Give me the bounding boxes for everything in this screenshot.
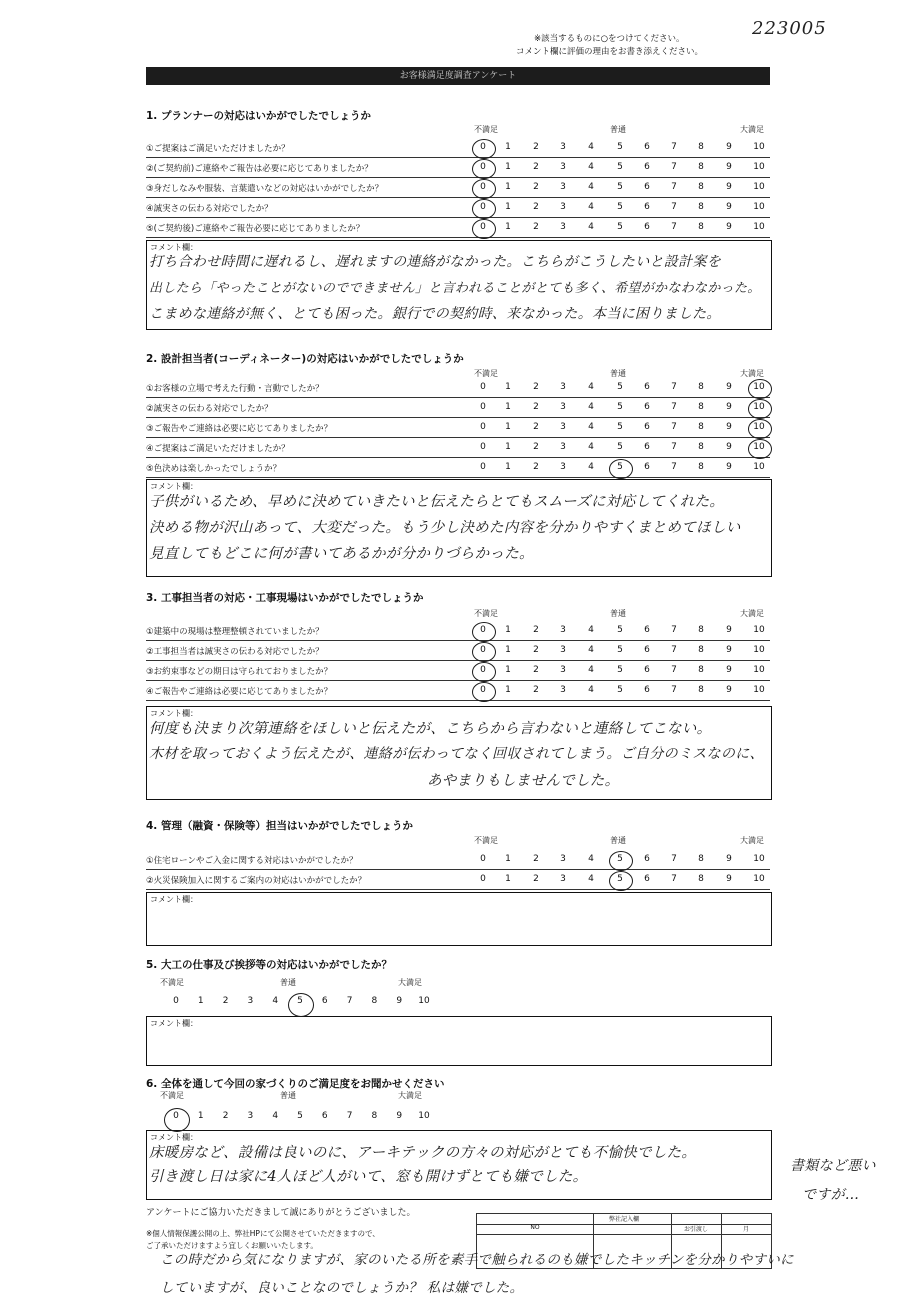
rating-option-3[interactable]: 3 [560,202,566,212]
rating-option-6[interactable]: 6 [644,402,650,412]
survey-title-bar: お客様満足度調査アンケート [146,67,770,85]
rating-option-3[interactable]: 3 [560,182,566,192]
comment-label: コメント欄： [150,1019,198,1028]
question-text: ②火災保険加入に関するご案内の対応はいかがでしたか？ [146,876,367,886]
rating-option-9[interactable]: 9 [726,685,732,695]
rating-option-0[interactable]: 0 [480,382,486,392]
rating-option-0[interactable]: 0 [480,222,486,232]
rating-option-2[interactable]: 2 [533,382,539,392]
rating-option-8[interactable]: 8 [698,382,704,392]
rating-option-10[interactable]: 10 [753,854,765,864]
question-text: ②工事担当者は誠実さの伝わる対応でしたか？ [146,647,324,657]
rating-option-4[interactable]: 4 [588,422,594,432]
rating-option-3[interactable]: 3 [560,685,566,695]
rating-option-4[interactable]: 4 [588,402,594,412]
rating-option-8[interactable]: 8 [371,996,378,1006]
rating-option-4[interactable]: 4 [588,222,594,232]
rating-option-2[interactable]: 2 [533,142,539,152]
answer-circle [472,219,496,239]
rating-option-9[interactable]: 9 [726,142,732,152]
scale-high-label: 大満足 [740,369,764,378]
rating-option-0[interactable]: 0 [480,402,486,412]
answer-circle [472,199,496,219]
rating-option-7[interactable]: 7 [346,1111,353,1121]
rating-option-5[interactable]: 5 [617,162,623,172]
rating-option-0[interactable]: 0 [480,462,486,472]
question-text: ⑤(ご契約後)ご連絡やご報告必要に応じてありましたか？ [146,224,365,234]
rating-option-6[interactable]: 6 [644,625,650,635]
scale-mid-label: 普通 [610,609,626,618]
rating-option-10[interactable]: 10 [753,202,765,212]
handwritten-comment-line: あやまりもしませんでした。 [427,773,620,789]
scale-high-label: 大満足 [398,978,422,987]
rating-option-8[interactable]: 8 [698,854,704,864]
privacy-note-2: ご了承いただけますよう宜しくお願いいたします。 [146,1241,318,1250]
bottom-handwriting-2: していますが、良いことなのでしょうか？ 私は嫌でした。 [160,1280,524,1296]
rating-option-10[interactable]: 10 [753,625,765,635]
answer-circle [609,851,633,871]
question-text: ①お客様の立場で考えた行動・言動でしたか？ [146,384,324,394]
question-text: ④ご提案はご満足いただけましたか？ [146,444,290,454]
rating-option-4[interactable]: 4 [588,202,594,212]
rating-option-8[interactable]: 8 [698,182,704,192]
comment-label: コメント欄： [150,895,198,904]
rating-option-6[interactable]: 6 [321,996,328,1006]
rating-option-7[interactable]: 7 [671,854,677,864]
rating-option-0[interactable]: 0 [480,874,486,884]
answer-circle [472,682,496,702]
rating-option-1[interactable]: 1 [197,1111,204,1121]
rating-option-10[interactable]: 10 [418,1111,430,1121]
rating-option-3[interactable]: 3 [560,462,566,472]
instruction-2: コメント欄に評価の理由をお書き添えください。 [516,47,704,57]
scale-mid-label: 普通 [610,836,626,845]
rating-option-8[interactable]: 8 [698,645,704,655]
rating-option-6[interactable]: 6 [644,462,650,472]
handwritten-comment-line: 何度も決まり次第連絡をほしいと伝えたが、こちらから言わないと連絡してこない。 [149,721,712,737]
handwritten-comment-line: 引き渡し日は家に4人ほど人がいて、窓も開けずとても嫌でした。 [149,1169,588,1185]
rating-option-5[interactable]: 5 [617,625,623,635]
rating-option-4[interactable]: 4 [588,854,594,864]
rating-option-9[interactable]: 9 [726,854,732,864]
comment-label: コメント欄： [150,709,198,718]
answer-circle [748,439,772,459]
rating-option-1[interactable]: 1 [505,382,511,392]
handwritten-comment-line: 打ち合わせ時間に遅れるし、遅れますの連絡がなかった。こちらがこうしたいと設計案を [149,254,721,270]
rating-option-3[interactable]: 3 [560,142,566,152]
scale-mid-label: 普通 [280,978,296,987]
section-1-title: 1. プランナーの対応はいかがでしたでしょうか [146,110,371,122]
rating-option-7[interactable]: 7 [671,645,677,655]
rating-option-1[interactable]: 1 [505,202,511,212]
rating-option-7[interactable]: 7 [671,382,677,392]
question-text: ⑤色決めは楽しかったでしょうか？ [146,464,282,474]
rating-option-9[interactable]: 9 [726,625,732,635]
rating-option-8[interactable]: 8 [698,462,704,472]
rating-option-2[interactable]: 2 [533,665,539,675]
rating-option-3[interactable]: 3 [560,382,566,392]
rating-option-9[interactable]: 9 [396,1111,403,1121]
rating-option-9[interactable]: 9 [726,874,732,884]
rating-option-8[interactable]: 8 [698,442,704,452]
rating-option-3[interactable]: 3 [560,874,566,884]
rating-option-2[interactable]: 2 [533,874,539,884]
rating-option-5[interactable]: 5 [297,1111,303,1121]
comment-label: コメント欄： [150,243,198,252]
rating-option-6[interactable]: 6 [644,202,650,212]
answer-circle [472,179,496,199]
rating-option-4[interactable]: 4 [588,182,594,192]
answer-circle [472,139,496,159]
rating-option-2[interactable]: 2 [533,182,539,192]
rating-option-5[interactable]: 5 [617,665,623,675]
rating-option-8[interactable]: 8 [698,142,704,152]
scale-high-label: 大満足 [398,1091,422,1100]
thanks-text: アンケートにご協力いただきまして誠にありがとうございました。 [146,1208,416,1218]
office-table-col-handover: お引渡し [671,1224,721,1235]
rating-option-6[interactable]: 6 [644,182,650,192]
rating-option-6[interactable]: 6 [644,162,650,172]
rating-option-5[interactable]: 5 [617,685,623,695]
rating-option-3[interactable]: 3 [560,442,566,452]
answer-circle [609,871,633,891]
rating-option-10[interactable]: 10 [753,442,765,452]
rating-option-9[interactable]: 9 [726,202,732,212]
rating-option-3[interactable]: 3 [247,996,254,1006]
rating-option-10[interactable]: 10 [753,645,765,655]
rating-option-0[interactable]: 0 [480,645,486,655]
rating-option-6[interactable]: 6 [644,854,650,864]
section-1-comment-box[interactable] [146,240,772,330]
rating-option-5[interactable]: 5 [617,462,623,472]
scale-mid-label: 普通 [610,369,626,378]
rating-option-10[interactable]: 10 [753,874,765,884]
question-text: ④ご報告やご連絡は必要に応じてありましたか？ [146,687,333,697]
answer-circle [748,419,772,439]
rating-option-8[interactable]: 8 [698,202,704,212]
rating-option-9[interactable]: 9 [726,442,732,452]
section-3-comment-box[interactable] [146,706,772,800]
rating-option-2[interactable]: 2 [533,645,539,655]
rating-option-4[interactable]: 4 [588,142,594,152]
rating-option-7[interactable]: 7 [671,462,677,472]
rating-option-7[interactable]: 7 [346,996,353,1006]
section-5-title: 5. 大工の仕事及び挨拶等の対応はいかがでしたか？ [146,959,392,971]
scale-low-label: 不満足 [160,978,184,987]
rating-option-10[interactable]: 10 [753,402,765,412]
rating-option-1[interactable]: 1 [505,874,511,884]
rating-option-5[interactable]: 5 [617,402,623,412]
rating-option-10[interactable]: 10 [753,142,765,152]
rating-option-4[interactable]: 4 [588,685,594,695]
rating-option-4[interactable]: 4 [588,645,594,655]
office-table-header: 弊社記入欄 [477,1214,771,1225]
rating-option-7[interactable]: 7 [671,402,677,412]
section-6-title: 6. 全体を通して今回の家づくりのご満足度をお聞かせください [146,1078,445,1090]
rating-option-1[interactable]: 1 [505,402,511,412]
comment-label: コメント欄： [150,1133,198,1142]
office-table-col-month: 月 [721,1224,771,1235]
rating-option-10[interactable]: 10 [753,162,765,172]
rating-option-7[interactable]: 7 [671,665,677,675]
rating-option-5[interactable]: 5 [617,645,623,655]
rating-option-0[interactable]: 0 [480,182,486,192]
rating-option-5[interactable]: 5 [617,182,623,192]
section-4-title: 4. 管理（融資・保険等）担当はいかがでしたでしょうか [146,820,413,832]
rating-option-3[interactable]: 3 [560,422,566,432]
rating-option-9[interactable]: 9 [726,162,732,172]
comment-label: コメント欄： [150,482,198,491]
answer-circle [472,159,496,179]
rating-option-9[interactable]: 9 [726,402,732,412]
margin-note-line-1: 書類など悪い [790,1158,876,1174]
handwritten-comment-line: 床暖房など、設備は良いのに、アーキテックの方々の対応がとても不愉快でした。 [149,1145,697,1161]
rating-option-0[interactable]: 0 [480,442,486,452]
rating-option-8[interactable]: 8 [698,874,704,884]
question-text: ②(ご契約前)ご連絡やご報告は必要に応じてありましたか？ [146,164,373,174]
rating-option-3[interactable]: 3 [560,402,566,412]
answer-circle [748,379,772,399]
answer-circle [472,622,496,642]
rating-option-0[interactable]: 0 [480,625,486,635]
rating-option-8[interactable]: 8 [698,402,704,412]
rating-option-0[interactable]: 0 [480,854,486,864]
rating-option-4[interactable]: 4 [588,442,594,452]
rating-option-1[interactable]: 1 [505,442,511,452]
rating-option-8[interactable]: 8 [371,1111,378,1121]
rating-option-9[interactable]: 9 [726,645,732,655]
margin-note-line-2: ですが… [802,1187,860,1203]
scale-low-label: 不満足 [160,1091,184,1100]
handwritten-comment-line: 出したら「やったことがないのでできません」と言われることがとても多く、希望がかなわなかった。 [149,281,761,296]
rating-option-7[interactable]: 7 [671,685,677,695]
question-text: ③お約束事などの期日は守られておりましたか？ [146,667,333,677]
section-2-title: 2. 設計担当者(コーディネーター)の対応はいかがでしたでしょうか [146,353,464,365]
rating-option-4[interactable]: 4 [588,874,594,884]
rating-option-7[interactable]: 7 [671,874,677,884]
rating-option-10[interactable]: 10 [753,462,765,472]
rating-option-8[interactable]: 8 [698,222,704,232]
question-text: ③身だしなみや服装、言葉遣いなどの対応はいかがでしたか？ [146,184,384,194]
rating-option-3[interactable]: 3 [247,1111,254,1121]
rating-option-1[interactable]: 1 [505,182,511,192]
rating-option-4[interactable]: 4 [272,1111,279,1121]
rating-option-0[interactable]: 0 [480,665,486,675]
scale-low-label: 不満足 [474,609,498,618]
rating-option-1[interactable]: 1 [505,685,511,695]
answer-circle [472,642,496,662]
rating-option-3[interactable]: 3 [560,625,566,635]
office-table-col-blank [593,1224,671,1235]
rating-option-1[interactable]: 1 [505,422,511,432]
handwritten-comment-line: こまめな連絡が無く、とても困った。銀行での契約時、来なかった。本当に困りました。 [149,306,721,322]
rating-option-1[interactable]: 1 [505,645,511,655]
rating-option-0[interactable]: 0 [480,202,486,212]
rating-option-10[interactable]: 10 [418,996,430,1006]
rating-option-2[interactable]: 2 [533,202,539,212]
rating-option-7[interactable]: 7 [671,142,677,152]
rating-option-6[interactable]: 6 [644,222,650,232]
rating-option-2[interactable]: 2 [533,222,539,232]
rating-option-10[interactable]: 10 [753,665,765,675]
question-text: ①ご提案はご満足いただけましたか？ [146,144,290,154]
rating-option-1[interactable]: 1 [197,996,204,1006]
rating-option-8[interactable]: 8 [698,685,704,695]
answer-circle [609,459,633,479]
rating-option-3[interactable]: 3 [560,665,566,675]
rating-option-3[interactable]: 3 [560,162,566,172]
handwritten-comment-line: 見直してもどこに何が書いてあるかが分かりづらかった。 [149,546,534,562]
rating-option-2[interactable]: 2 [533,402,539,412]
rating-option-9[interactable]: 9 [726,182,732,192]
handwritten-comment-line: 決める物が沢山あって、大変だった。もう少し決めた内容を分かりやすくまとめてほしい [149,520,741,536]
rating-option-1[interactable]: 1 [505,142,511,152]
answer-circle [164,1108,190,1132]
rating-option-2[interactable]: 2 [533,854,539,864]
rating-option-1[interactable]: 1 [505,625,511,635]
handwritten-comment-line: 子供がいるため、早めに決めていきたいと伝えたらとてもスムーズに対応してくれた。 [149,494,725,510]
section-5-comment-box[interactable] [146,1016,772,1066]
rating-option-1[interactable]: 1 [505,222,511,232]
rating-option-10[interactable]: 10 [753,685,765,695]
rating-option-3[interactable]: 3 [560,854,566,864]
section-3-title: 3. 工事担当者の対応・工事現場はいかがでしたでしょうか [146,592,424,604]
rating-option-1[interactable]: 1 [505,462,511,472]
scale-low-label: 不満足 [474,836,498,845]
rating-option-2[interactable]: 2 [533,442,539,452]
section-6-comment-box[interactable] [146,1130,772,1200]
scale-low-label: 不満足 [474,125,498,134]
rating-option-5[interactable]: 5 [617,442,623,452]
rating-option-0[interactable]: 0 [480,162,486,172]
rating-option-10[interactable]: 10 [753,182,765,192]
rating-option-9[interactable]: 9 [726,382,732,392]
question-text: ④誠実さの伝わる対応でしたか？ [146,204,273,214]
rating-option-6[interactable]: 6 [644,422,650,432]
rating-option-4[interactable]: 4 [272,996,279,1006]
scale-low-label: 不満足 [474,369,498,378]
rating-option-0[interactable]: 0 [173,1111,179,1121]
answer-circle [472,662,496,682]
rating-option-0[interactable]: 0 [480,142,486,152]
rating-option-5[interactable]: 5 [617,222,623,232]
rating-option-1[interactable]: 1 [505,854,511,864]
rating-option-6[interactable]: 6 [644,442,650,452]
answer-circle [288,993,314,1017]
rating-option-6[interactable]: 6 [321,1111,328,1121]
rating-option-7[interactable]: 7 [671,202,677,212]
rating-option-0[interactable]: 0 [480,685,486,695]
question-text: ①住宅ローンやご入金に関する対応はいかがでしたか？ [146,856,358,866]
rating-option-3[interactable]: 3 [560,645,566,655]
rating-option-8[interactable]: 8 [698,422,704,432]
rating-option-5[interactable]: 5 [617,874,623,884]
instruction-1: ※該当するものに○をつけてください。 [534,34,685,44]
rating-option-5[interactable]: 5 [297,996,303,1006]
handwritten-comment-line: 木材を取っておくよう伝えたが、連絡が伝わってなく回収されてしまう。ご自分のミスなのに、 [149,746,764,762]
rating-option-10[interactable]: 10 [753,222,765,232]
rating-option-10[interactable]: 10 [753,422,765,432]
scale-high-label: 大満足 [740,125,764,134]
rating-option-2[interactable]: 2 [533,462,539,472]
rating-option-1[interactable]: 1 [505,665,511,675]
rating-option-7[interactable]: 7 [671,422,677,432]
scale-high-label: 大満足 [740,836,764,845]
rating-option-7[interactable]: 7 [671,222,677,232]
rating-option-4[interactable]: 4 [588,462,594,472]
rating-option-10[interactable]: 10 [753,382,765,392]
office-table-col-no: NO [477,1224,593,1235]
rating-option-4[interactable]: 4 [588,625,594,635]
rating-option-4[interactable]: 4 [588,665,594,675]
rating-option-3[interactable]: 3 [560,222,566,232]
scale-mid-label: 普通 [610,125,626,134]
scale-high-label: 大満足 [740,609,764,618]
section-2-comment-box[interactable] [146,479,772,577]
rating-option-7[interactable]: 7 [671,162,677,172]
rating-option-5[interactable]: 5 [617,422,623,432]
question-text: ②誠実さの伝わる対応でしたか？ [146,404,273,414]
rating-option-7[interactable]: 7 [671,182,677,192]
rating-option-2[interactable]: 2 [222,1111,229,1121]
rating-option-8[interactable]: 8 [698,665,704,675]
rating-option-9[interactable]: 9 [726,665,732,675]
rating-option-9[interactable]: 9 [726,222,732,232]
rating-option-9[interactable]: 9 [726,462,732,472]
rating-option-6[interactable]: 6 [644,874,650,884]
rating-option-5[interactable]: 5 [617,202,623,212]
rating-option-2[interactable]: 2 [533,162,539,172]
privacy-note-1: ※個人情報保護公開の上、弊社HPにて公開させていただきますので、 [146,1229,380,1238]
rating-option-0[interactable]: 0 [480,422,486,432]
rating-option-6[interactable]: 6 [644,645,650,655]
rating-option-6[interactable]: 6 [644,665,650,675]
rating-option-2[interactable]: 2 [533,685,539,695]
document-id: 223005 [752,18,827,39]
rating-option-8[interactable]: 8 [698,162,704,172]
rating-option-5[interactable]: 5 [617,382,623,392]
rating-option-5[interactable]: 5 [617,854,623,864]
rating-option-7[interactable]: 7 [671,442,677,452]
rating-option-0[interactable]: 0 [173,996,179,1006]
rating-option-4[interactable]: 4 [588,162,594,172]
question-text: ①建築中の現場は整理整頓されていましたか？ [146,627,324,637]
scale-mid-label: 普通 [280,1091,296,1100]
question-text: ③ご報告やご連絡は必要に応じてありましたか？ [146,424,333,434]
rating-option-5[interactable]: 5 [617,142,623,152]
rating-option-1[interactable]: 1 [505,162,511,172]
rating-option-9[interactable]: 9 [396,996,403,1006]
rating-option-4[interactable]: 4 [588,382,594,392]
answer-circle [748,399,772,419]
section-4-comment-box[interactable] [146,892,772,946]
rating-option-2[interactable]: 2 [222,996,229,1006]
rating-option-7[interactable]: 7 [671,625,677,635]
rating-option-6[interactable]: 6 [644,685,650,695]
rating-option-6[interactable]: 6 [644,142,650,152]
bottom-handwriting-1: この時だから気になりますが、家のいたる所を素手で触られるのも嫌でしたキッチンを分かりやすいに [160,1252,794,1268]
rating-option-8[interactable]: 8 [698,625,704,635]
rating-option-6[interactable]: 6 [644,382,650,392]
rating-option-9[interactable]: 9 [726,422,732,432]
rating-option-2[interactable]: 2 [533,422,539,432]
rating-option-2[interactable]: 2 [533,625,539,635]
